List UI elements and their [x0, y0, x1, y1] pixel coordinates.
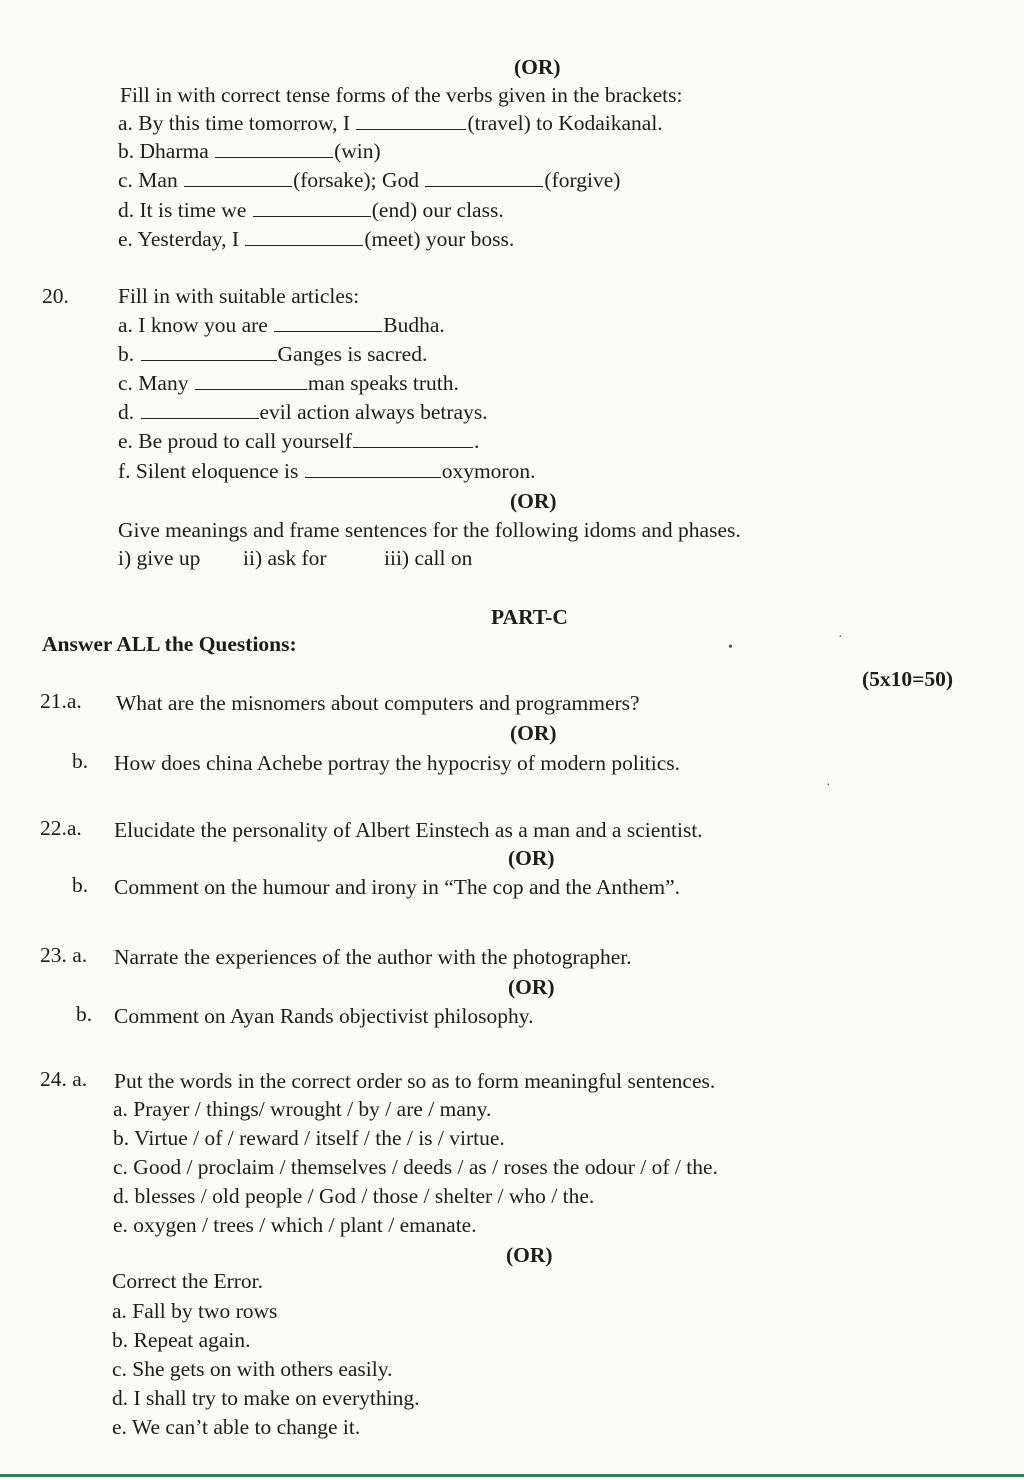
q19-e-text: e. Yesterday, I: [118, 227, 245, 251]
q24-alt-item-e: e. We can’t able to change it.: [112, 1415, 361, 1439]
scan-mark: ·: [838, 630, 843, 645]
q20-d-text: d.: [118, 400, 140, 424]
q19-c-text: c. Man: [118, 168, 184, 192]
q19-a-text-end: (travel) to Kodaikanal.: [467, 111, 663, 135]
q20-instruction: Fill in with suitable articles:: [118, 284, 360, 308]
page-bottom-edge: [0, 1474, 1024, 1477]
answer-blank: [253, 198, 371, 217]
q19-item-e: [118, 226, 514, 252]
answer-blank: [356, 111, 466, 130]
q24-alt-instruction: Correct the Error.: [112, 1269, 264, 1293]
q20-item-a: [118, 312, 445, 338]
or-label: (OR): [506, 1243, 553, 1267]
answer-blank: [305, 459, 441, 478]
answer-blank: [141, 400, 259, 419]
q20-item-e: [118, 428, 479, 454]
q24-a-text: Put the words in the correct order so as to form meaningful sentences.: [114, 1069, 716, 1093]
q19-d-text-end: (end) our class.: [371, 198, 504, 222]
q19-alt-instruction: Fill in with correct tense forms of the verbs given in the brackets:: [120, 83, 683, 107]
q20-item-b: [118, 341, 427, 367]
q19-b-text: b. Dharma: [118, 139, 215, 163]
question-label: 21.a.: [40, 689, 82, 713]
answer-blank: [425, 168, 543, 187]
q23-a-text: Narrate the experiences of the author with the photographer.: [114, 945, 632, 969]
question-label: 24. a.: [40, 1067, 88, 1091]
q19-a-text: a. By this time tomorrow, I: [118, 111, 356, 135]
answer-blank: [195, 371, 307, 390]
question-label: b.: [72, 873, 89, 897]
q20-alt-instruction: Give meanings and frame sentences for the following idoms and phases.: [118, 518, 741, 542]
q22-b-text: Comment on the humour and irony in “The cop and the Anthem”.: [114, 875, 681, 899]
q20-alt-idiom-2: ii) ask for: [243, 546, 327, 570]
q19-c-text-end: (forgive): [544, 168, 621, 192]
q19-item-b: [118, 138, 381, 164]
q19-b-text-end: (win): [334, 139, 381, 163]
q24-item-e: e. oxygen / trees / which / plant / emanate.: [113, 1213, 477, 1237]
q19-e-text-end: (meet) your boss.: [364, 227, 515, 251]
q20-c-text-end: man speaks truth.: [307, 371, 459, 395]
q24-item-c: c. Good / proclaim / themselves / deeds / as / roses the odour / of / the.: [113, 1155, 718, 1179]
q20-item-d: [118, 399, 488, 425]
q20-e-text: e. Be proud to call yourself: [118, 429, 353, 453]
q20-item-f: [118, 458, 535, 484]
or-label: (OR): [514, 55, 561, 79]
q20-item-c: [118, 370, 459, 396]
q20-c-text: c. Many: [118, 371, 194, 395]
q20-a-text-end: Budha.: [383, 313, 445, 337]
q19-item-d: [118, 197, 504, 223]
answer-blank: [141, 342, 277, 361]
question-label: b.: [76, 1002, 93, 1026]
q19-item-c: [118, 167, 620, 193]
q20-e-text-end: .: [474, 429, 480, 453]
answer-blank: [274, 313, 382, 332]
q19-c-text-mid: (forsake); God: [293, 168, 425, 192]
q24-alt-item-d: d. I shall try to make on everything.: [112, 1386, 420, 1410]
question-label: b.: [72, 749, 89, 773]
q21-a-text: What are the misnomers about computers and programmers?: [116, 691, 640, 715]
q22-a-text: Elucidate the personality of Albert Einstech as a man and a scientist.: [114, 818, 703, 842]
q24-alt-item-c: c. She gets on with others easily.: [112, 1357, 393, 1381]
q20-b-text: b.: [118, 342, 140, 366]
q24-item-b: b. Virtue / of / reward / itself / the / is / virtue.: [113, 1126, 505, 1150]
q24-alt-item-a: a. Fall by two rows: [112, 1299, 278, 1323]
q21-b-text: How does china Achebe portray the hypocrisy of modern politics.: [114, 751, 681, 775]
q19-item-a: [118, 110, 663, 136]
q24-item-d: d. blesses / old people / God / those / shelter / who / the.: [113, 1184, 595, 1208]
or-label: (OR): [508, 975, 555, 999]
or-label: (OR): [508, 846, 555, 870]
answer-blank: [245, 227, 363, 246]
question-number: 20.: [42, 284, 69, 308]
q20-f-text-end: oxymoron.: [441, 459, 536, 483]
q23-b-text: Comment on Ayan Rands objectivist philosophy.: [114, 1004, 534, 1028]
question-label: 22.a.: [40, 816, 82, 840]
q24-alt-item-b: b. Repeat again.: [112, 1328, 251, 1352]
q19-d-text: d. It is time we: [118, 198, 252, 222]
q20-f-text: f. Silent eloquence is: [118, 459, 304, 483]
marks-allocation: (5x10=50): [862, 667, 954, 691]
part-instruction: Answer ALL the Questions:: [42, 632, 297, 656]
question-label: 23. a.: [40, 943, 88, 967]
answer-blank: [184, 168, 292, 187]
q20-b-text-end: Ganges is sacred.: [277, 342, 428, 366]
answer-blank: [215, 139, 333, 158]
q20-a-text: a. I know you are: [118, 313, 274, 337]
q20-alt-idiom-3: iii) call on: [384, 546, 473, 570]
q24-item-a: a. Prayer / things/ wrought / by / are / many.: [113, 1097, 492, 1121]
scan-mark: ·: [826, 778, 831, 793]
or-label: (OR): [510, 721, 557, 745]
answer-blank: [353, 429, 473, 448]
or-label: (OR): [510, 489, 557, 513]
scan-mark: •: [728, 640, 733, 655]
q20-alt-idiom-1: i) give up: [118, 546, 201, 570]
part-heading: PART-C: [491, 605, 568, 629]
q20-d-text-end: evil action always betrays.: [259, 400, 488, 424]
